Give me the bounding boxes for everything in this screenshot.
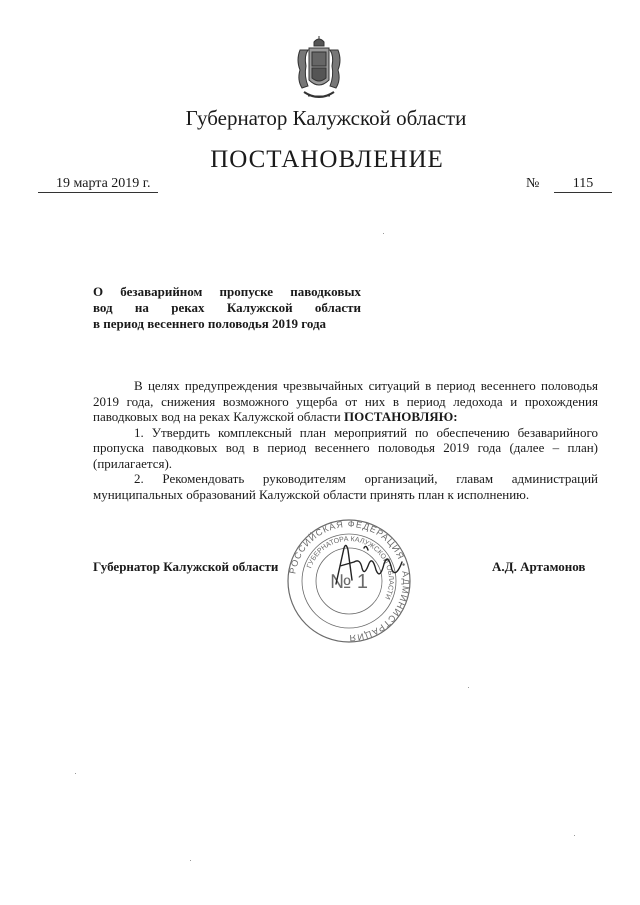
subject-line-1: О безаварийном пропуске паводковых bbox=[93, 284, 361, 299]
signatory-name: А.Д. Артамонов bbox=[492, 559, 586, 574]
scan-speck bbox=[383, 233, 384, 234]
decree-word: ПОСТАНОВЛЯЮ: bbox=[344, 409, 458, 424]
coat-of-arms-emblem bbox=[294, 36, 344, 104]
document-body bbox=[93, 378, 598, 502]
seal-inner-text: ГУБЕРНАТОРА КАЛУЖСКОЙ ОБЛАСТИ bbox=[306, 535, 395, 601]
number-label: № bbox=[526, 176, 540, 191]
scan-speck bbox=[75, 773, 76, 774]
handwritten-signature bbox=[330, 540, 410, 590]
seal-number: № 1 bbox=[329, 571, 369, 593]
signatory-title: Губернатор Калужской области bbox=[93, 559, 279, 574]
document-number: 115 bbox=[554, 176, 612, 193]
scan-speck bbox=[574, 835, 575, 836]
document-type-title: ПОСТАНОВЛЕНИЕ bbox=[210, 146, 444, 173]
seal-outer-text: РОССИЙСКАЯ ФЕДЕРАЦИЯ • АДМИНИСТРАЦИЯ bbox=[287, 518, 412, 644]
document-subject bbox=[93, 284, 361, 332]
document-date: 19 марта 2019 г. bbox=[38, 176, 158, 193]
subject-line-2: вод на реках Калужской области bbox=[93, 300, 361, 315]
preamble-paragraph bbox=[93, 378, 598, 425]
item-1-paragraph: 1. Утвердить комплексный план мероприятий по обеспечению безаварийного пропуска паводковых вод в период весеннего половодья 2019 года (далее – план) (прилагается). bbox=[93, 424, 598, 471]
scan-speck bbox=[468, 687, 469, 688]
issuing-authority: Губернатор Калужской области bbox=[185, 106, 467, 130]
subject-line-3: в период весеннего половодья 2019 года bbox=[93, 316, 327, 331]
preamble-text: В целях предупреждения чрезвычайных ситуаций в период весеннего половодья 2019 года, снижения возможного ущерба от них в период ледохода и прохождения паводковых вод на реках Калужской области bbox=[93, 378, 598, 424]
item-2-paragraph: 2. Рекомендовать руководителям организаций, главам администраций муниципальных образований Калужской области принять план к исполнению. bbox=[93, 471, 598, 502]
scan-speck bbox=[190, 860, 191, 861]
